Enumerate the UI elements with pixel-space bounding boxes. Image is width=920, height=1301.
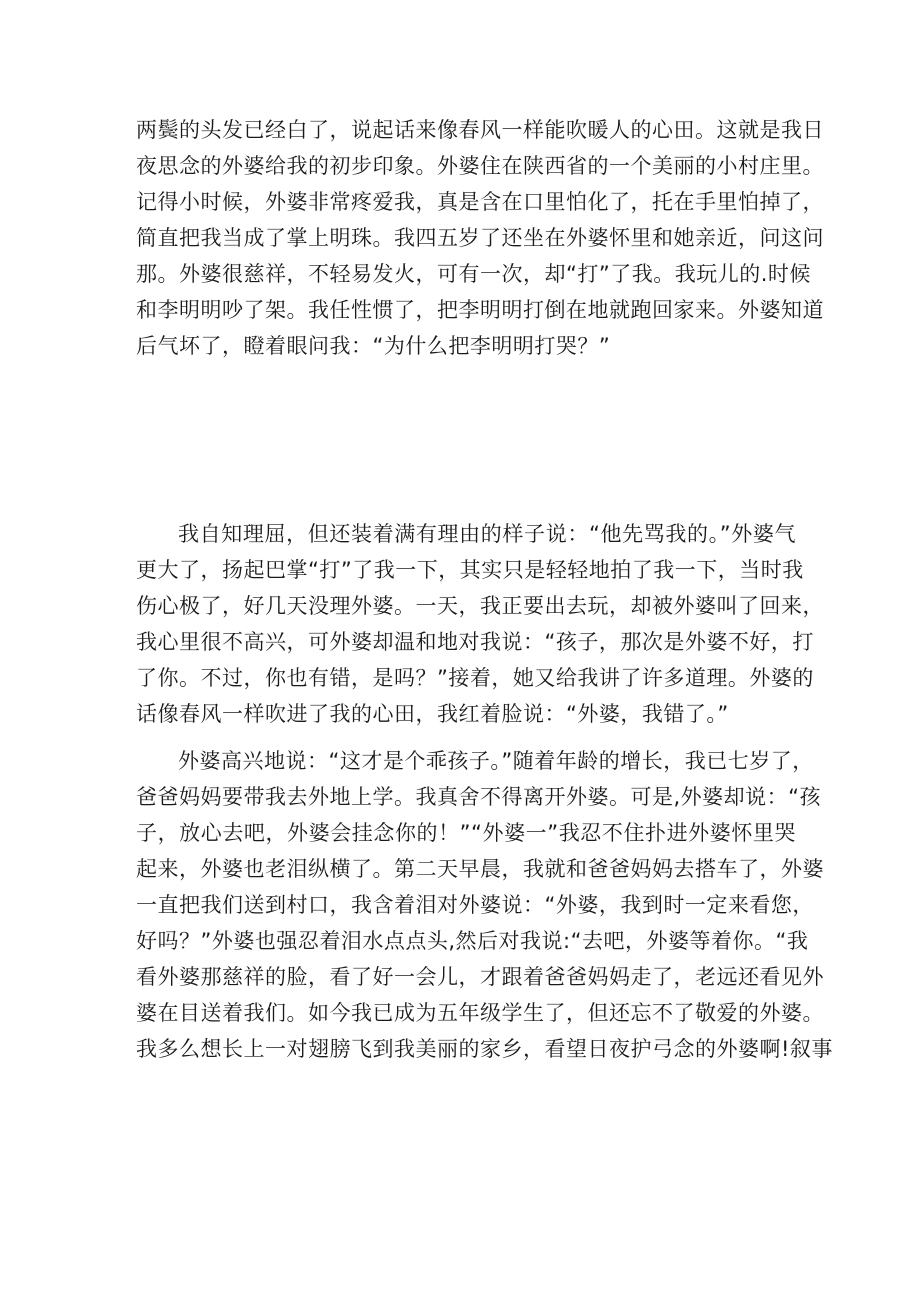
text-line: 看外婆那慈祥的脸，看了好一会儿，才跟着爸爸妈妈走了，老远还看见外 (136, 965, 824, 989)
paragraph-2 (136, 516, 824, 732)
text-line: 和李明明吵了架。我任性惯了，把李明明打倒在地就跑回家来。外婆知道 (136, 298, 824, 322)
text-line: 两鬓的头发已经白了，说起话来像春风一样能吹暖人的心田。这就是我日 (136, 118, 824, 142)
text-line: 伤心极了，好几天没理外婆。一天，我正要出去玩，却被外婆叫了回来， (136, 594, 824, 618)
text-line: 一直把我们送到村口，我含着泪对外婆说：“外婆，我到时一定来看您， (136, 893, 814, 917)
text-line: 爸爸妈妈要带我去外地上学。我真舍不得离开外婆。可是,外婆却说：“孩 (136, 785, 822, 809)
text-line: 夜思念的外婆给我的初步印象。外婆住在陕西省的一个美丽的小村庄里。 (136, 154, 824, 178)
text-line: 我多么想长上一对翅膀飞到我美丽的家乡，看望日夜护弓念的外婆啊!叙事 (136, 1037, 833, 1061)
text-line: 后气坏了，瞪着眼问我：“为什么把李明明打哭？” (136, 334, 611, 358)
text-line: 更大了，扬起巴掌“打”了我一下，其实只是轻轻地拍了我一下，当时我 (136, 558, 804, 582)
paragraph-3 (136, 743, 833, 1067)
paragraph-1 (136, 112, 824, 364)
text-line: 子，放心去吧，外婆会挂念你的！”“外婆一”我忍不住扑进外婆怀里哭 (136, 821, 796, 845)
text-line: 我自知理屈，但还装着满有理由的样子说：“他先骂我的。”外婆气 (178, 522, 796, 546)
text-line: 了你。不过，你也有错，是吗？”接着，她又给我讲了许多道理。外婆的 (136, 666, 814, 690)
text-line: 简直把我当成了掌上明珠。我四五岁了还坐在外婆怀里和她亲近，问这问 (136, 226, 824, 250)
text-line: 起来，外婆也老泪纵横了。第二天早晨，我就和爸爸妈妈去搭车了，外婆 (136, 857, 824, 881)
text-line: 外婆高兴地说：“这才是个乖孩子。”随着年龄的增长，我已七岁了， (178, 749, 814, 773)
text-line: 好吗？”外婆也强忍着泪水点点头,然后对我说:“去吧，外婆等着你。“我 (136, 929, 809, 953)
text-line: 婆在目送着我们。如今我已成为五年级学生了，但还忘不了敬爱的外婆。 (136, 1001, 824, 1025)
text-line: 记得小时候，外婆非常疼爱我，真是含在口里怕化了，托在手里怕掉了， (136, 190, 824, 214)
text-line: 那。外婆很慈祥，不轻易发火，可有一次，却“打”了我。我玩儿的.时候 (136, 262, 811, 286)
text-line: 话像春风一样吹进了我的心田，我红着脸说：“外婆，我错了。” (136, 702, 729, 726)
text-line: 我心里很不高兴，可外婆却温和地对我说：“孩子，那次是外婆不好，打 (136, 630, 814, 654)
